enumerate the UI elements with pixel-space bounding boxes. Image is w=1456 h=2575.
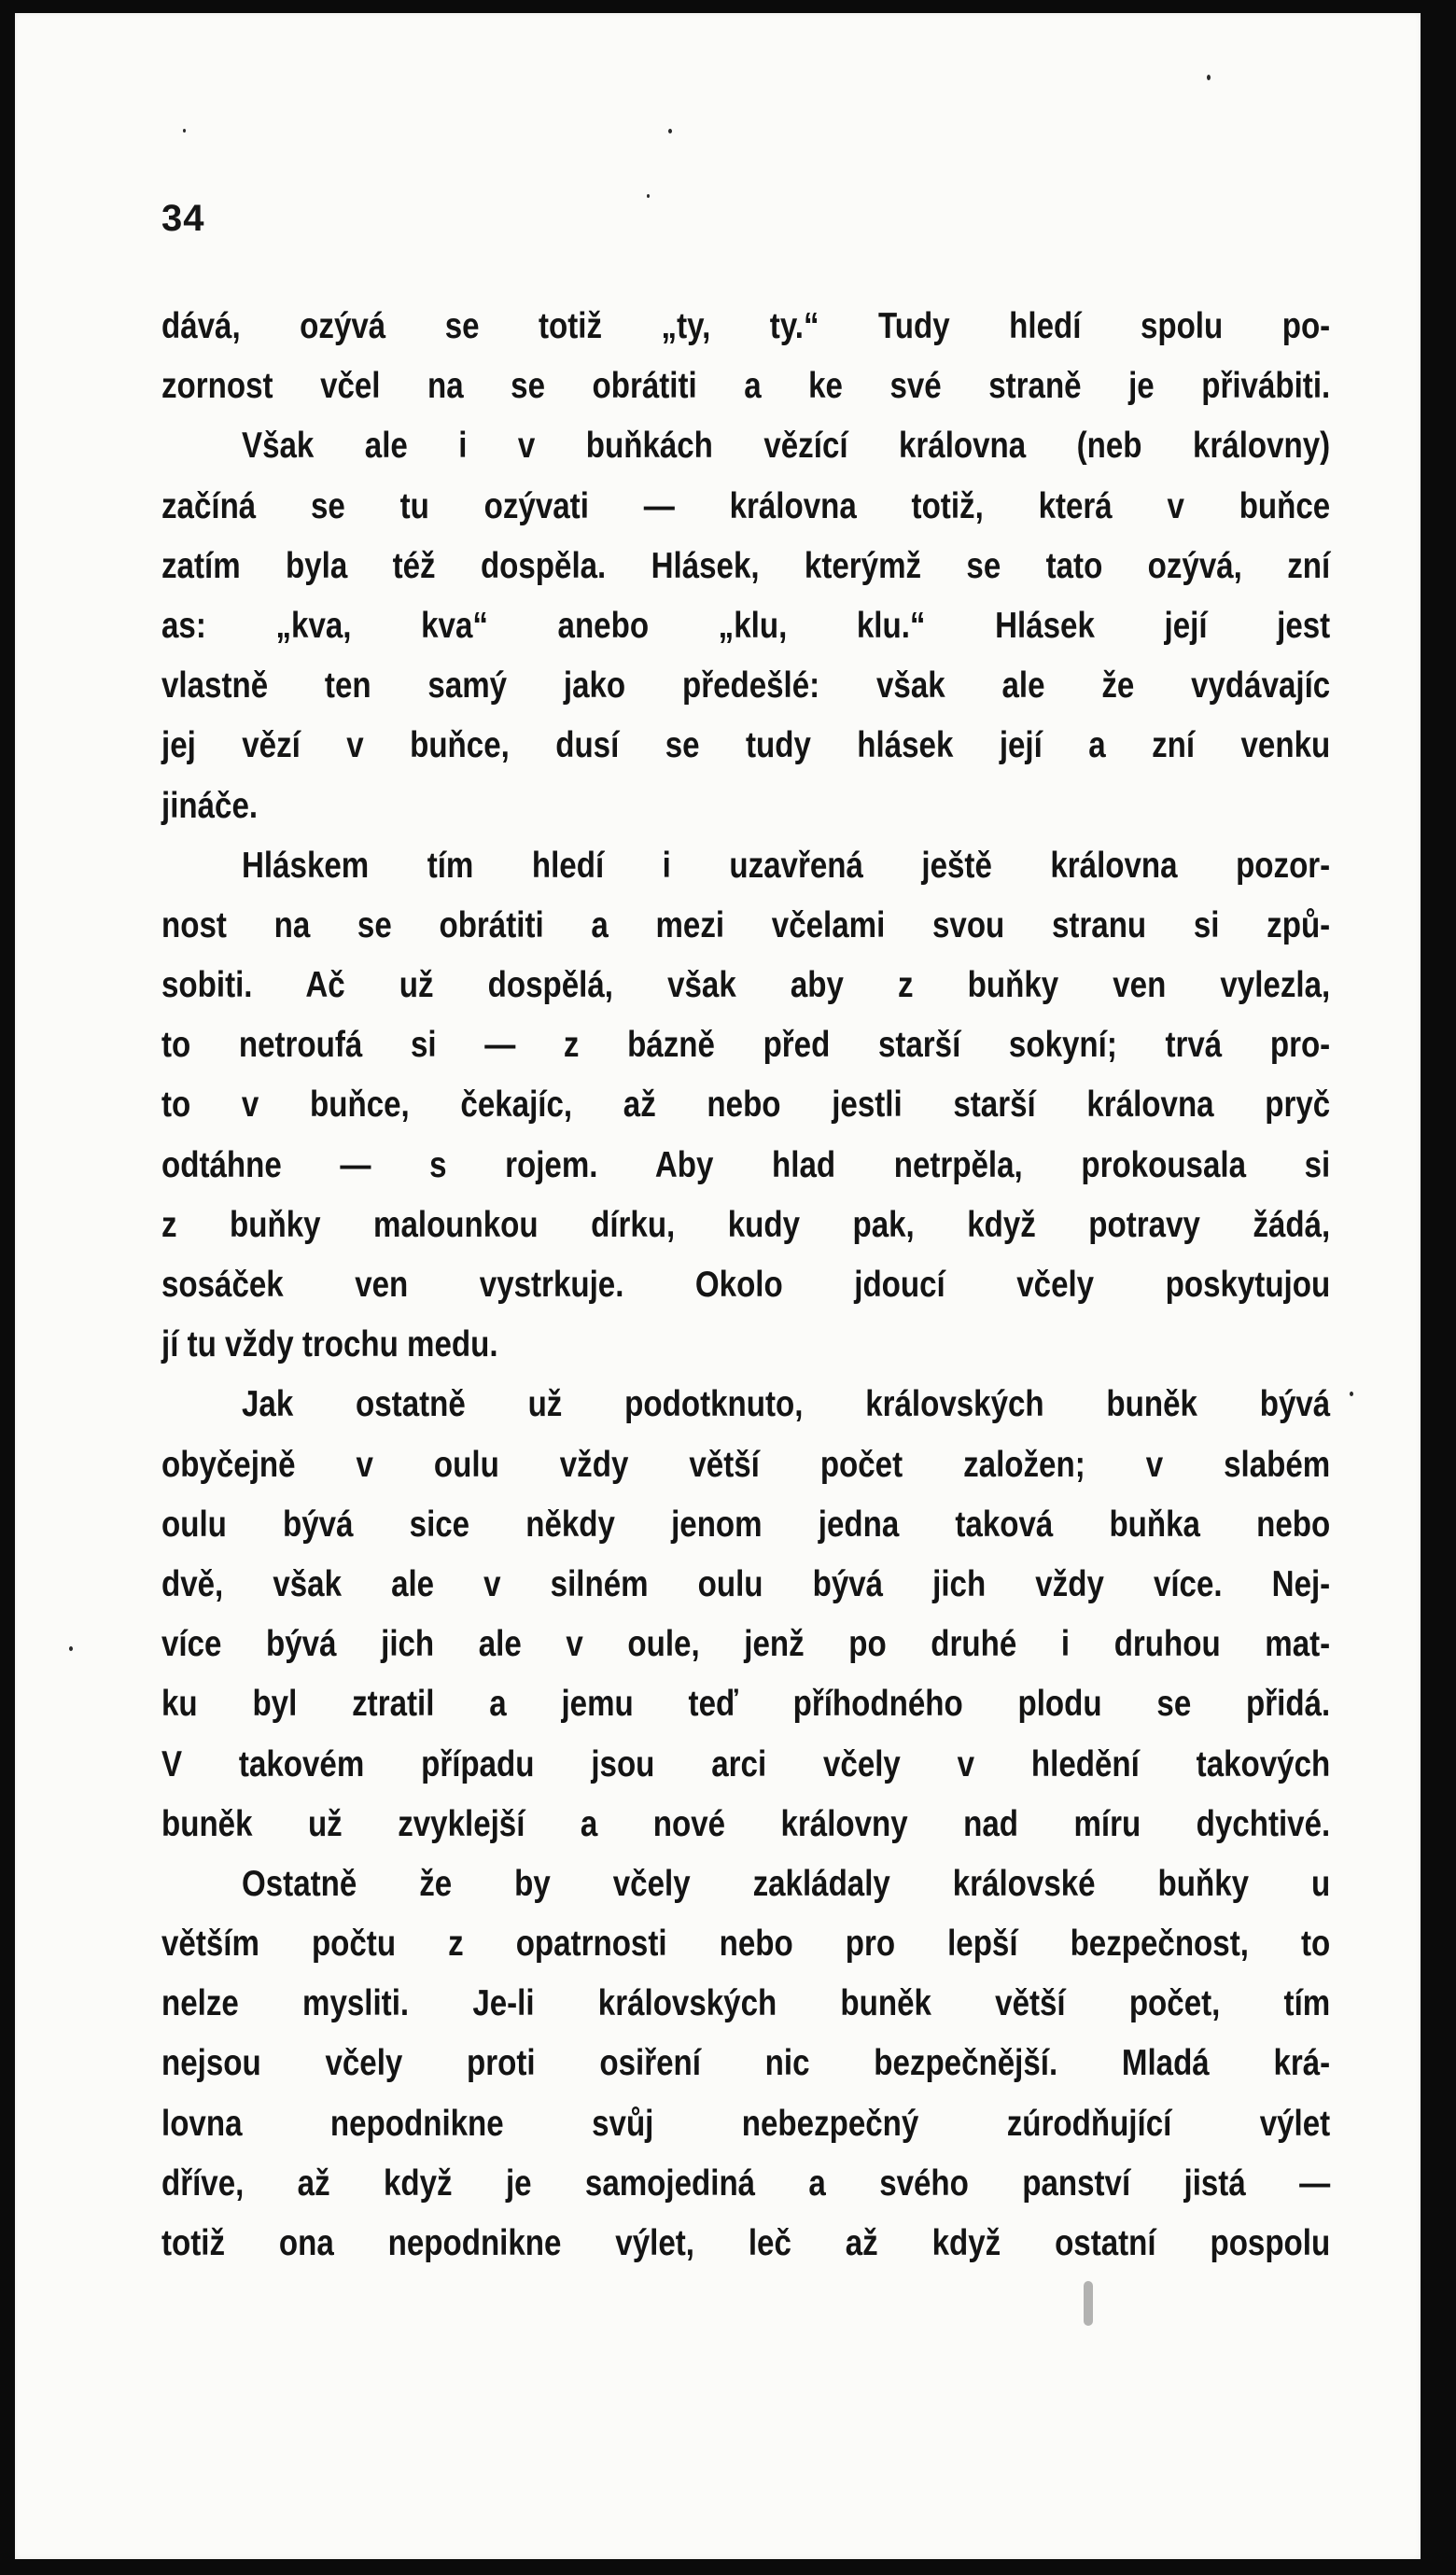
text-line: Ostatně že by včely zakládaly královské buňky u: [242, 1863, 1331, 1904]
text-line: zatím byla též dospěla. Hlásek, kterýmž se tato ozývá, zní: [161, 545, 1331, 586]
text-line: nost na se obrátiti a mezi včelami svou stranu si způ-: [161, 904, 1331, 945]
text-line: V takovém případu jsou arci včely v hledění takových: [161, 1743, 1331, 1784]
text-line: Však ale i v buňkách vězící královna (neb královny): [242, 426, 1331, 467]
text-line: as: „kva, kva“ anebo „klu, klu.“ Hlásek její jest: [161, 605, 1331, 646]
text-line: oulu bývá sice někdy jenom jedna taková buňka nebo: [161, 1504, 1331, 1545]
text-line: obyčejně v oulu vždy větší počet založen; v slabém: [161, 1444, 1331, 1485]
text-line: totiž ona nepodnikne výlet, leč až když ostatní pospolu: [161, 2223, 1331, 2263]
text-line: jináče.: [161, 785, 259, 826]
text-line: nejsou včely proti osiření nic bezpečnější. Mladá krá-: [161, 2043, 1331, 2084]
scan-speck: [1350, 1392, 1353, 1396]
scan-speck: [647, 194, 650, 198]
text-line: lovna nepodnikne svůj nebezpečný zúrodňující výlet: [161, 2103, 1331, 2144]
text-line: více bývá jich ale v oule, jenž po druhé i druhou mat-: [161, 1624, 1331, 1665]
page-text: [161, 297, 1330, 2274]
scan-speck: [1084, 2281, 1093, 2326]
text-line: jej vězí v buňce, dusí se tudy hlásek její a zní venku: [161, 725, 1331, 766]
book-page: [15, 13, 1421, 2559]
text-line: Jak ostatně už podotknuto, královských buněk bývá: [242, 1384, 1331, 1425]
text-line: z buňky malounkou dírku, kudy pak, když potravy žádá,: [161, 1204, 1331, 1245]
scan-speck: [668, 129, 672, 133]
text-line: vlastně ten samý jako předešlé: však ale že vydávajíc: [161, 665, 1331, 707]
text-line: dvě, však ale v silném oulu bývá jich vždy více. Nej-: [161, 1563, 1331, 1604]
scan-speck: [1207, 75, 1211, 80]
text-line: větším počtu z opatrnosti nebo pro lepší bezpečnost, to: [161, 1924, 1331, 1965]
text-line: Hláskem tím hledí i uzavřená ještě královna pozor-: [242, 845, 1331, 886]
text-line: zornost včel na se obrátiti a ke své straně je přivábiti.: [161, 366, 1331, 407]
text-line: buněk už zvyklejší a nové královny nad míru dychtivé.: [161, 1803, 1331, 1844]
text-line: dříve, až když je samojediná a svého panství jistá —: [161, 2162, 1331, 2204]
text-line: začíná se tu ozývati — královna totiž, která v buňce: [161, 485, 1331, 526]
text-line: to netroufá si — z bázně před starší sokyní; trvá pro-: [161, 1025, 1331, 1066]
scan-speck: [183, 129, 186, 133]
text-line: ku byl ztratil a jemu teď příhodného plodu se přidá.: [161, 1684, 1331, 1725]
text-line: odtáhne — s rojem. Aby hlad netrpěla, prokousala si: [161, 1144, 1331, 1185]
text-line: jí tu vždy trochu medu.: [161, 1324, 498, 1365]
page-number: 34: [161, 198, 205, 239]
text-line: dává, ozývá se totiž „ty, ty.“ Tudy hledí spolu po-: [161, 306, 1331, 346]
scan-speck: [69, 1646, 73, 1651]
text-line: to v buňce, čekajíc, až nebo jestli starší královna pryč: [161, 1085, 1331, 1126]
text-line: sosáček ven vystrkuje. Okolo jdoucí včely poskytujou: [161, 1265, 1331, 1305]
text-line: nelze mysliti. Je-li královských buněk větší počet, tím: [161, 1983, 1331, 2024]
text-line: sobiti. Ač už dospělá, však aby z buňky ven vylezla,: [161, 965, 1331, 1006]
